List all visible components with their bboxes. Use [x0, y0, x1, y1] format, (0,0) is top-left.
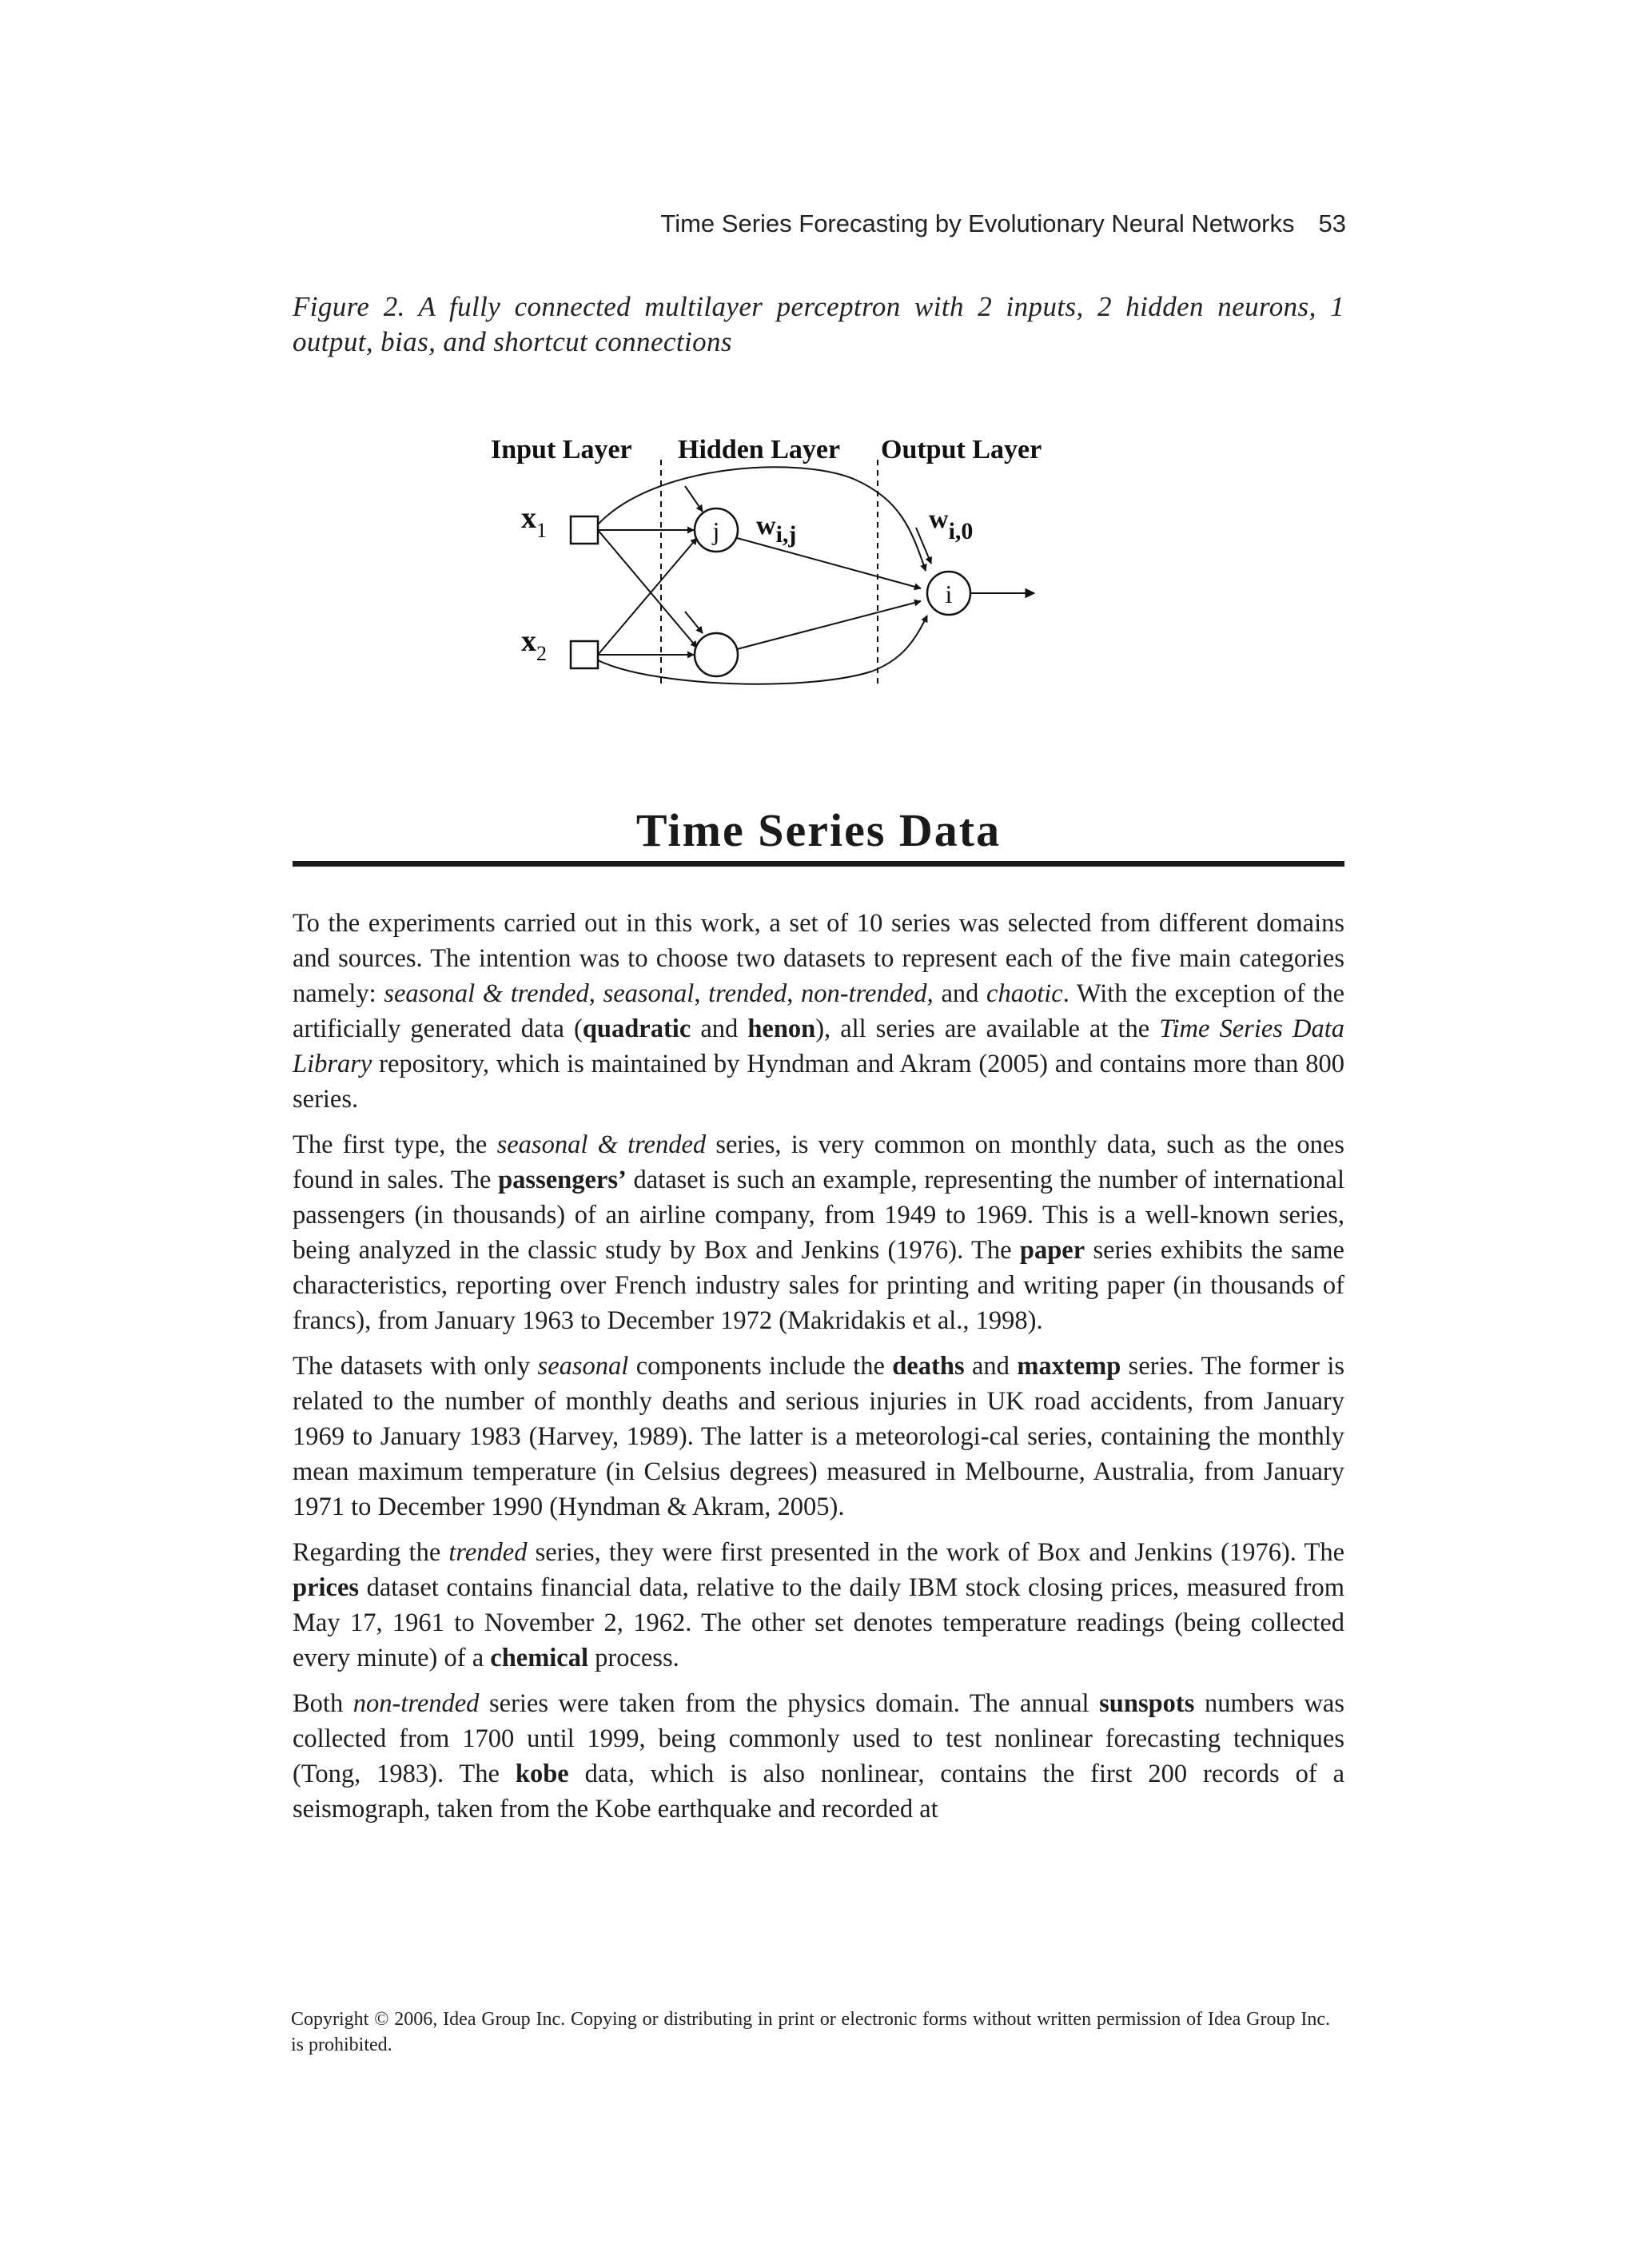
bias-h2	[685, 612, 703, 633]
copyright-footer: Copyright © 2006, Idea Group Inc. Copying or distributing in print or electronic forms without written permission of Idea Group Inc. is prohibited.	[291, 2009, 1330, 2055]
text-run: ,	[694, 979, 709, 1008]
bold-term: paper	[1019, 1236, 1085, 1265]
text-run: ,	[787, 979, 801, 1008]
italic-term: trended	[448, 1538, 528, 1567]
input-node-x1	[571, 516, 598, 544]
text-run: Both	[293, 1689, 353, 1718]
bold-term: maxtemp	[1017, 1352, 1121, 1381]
bold-term: chemical	[490, 1644, 588, 1672]
bold-term: henon	[747, 1014, 816, 1043]
page-number: 53	[1318, 209, 1346, 237]
text-run: To the experiments carried out in this work, a set of 10 series was selected from different domains and sources. The intention was to choose two datasets to represent each of the five main categories namely:	[293, 909, 1344, 1008]
input-layer-label: Input Layer	[491, 435, 632, 464]
weight-wi0-label: wi,0	[929, 504, 974, 544]
text-run: series, is very common on monthly data, such as the ones found in sales. The	[293, 1130, 1344, 1194]
title-rule	[293, 861, 1344, 867]
output-node-i-label: i	[945, 580, 953, 608]
text-run: and	[933, 979, 987, 1008]
text-run: dataset is such an example, representing the number of international passengers (in thousands) of an airline company, from 1949 to 1969. This is a well-known series, being analyzed in the classic study by Box and Jenkins (1976). The	[293, 1166, 1345, 1265]
italic-term: trended	[708, 979, 787, 1008]
bold-term: prices	[293, 1573, 360, 1602]
text-run: and	[691, 1014, 748, 1043]
italic-term: non-trended,	[801, 979, 934, 1008]
italic-term: non-trended	[352, 1689, 480, 1718]
bold-term: kobe	[515, 1760, 569, 1788]
text-run: numbers was collected from 1700 until 1999, being commonly used to test nonlinear forecasting techniques (Tong, 1983). The	[293, 1689, 1344, 1788]
bias-j	[685, 486, 703, 512]
body-paragraph	[293, 1127, 1344, 1338]
section-title: Time Series Data	[635, 804, 1002, 856]
text-run: series were taken from the physics domain. The annual	[479, 1689, 1100, 1718]
mlp-diagram	[472, 424, 1079, 696]
text-run: repository, which is maintained by Hyndman and Akram (2005) and contains more than 800 series.	[293, 1050, 1344, 1114]
text-run: ,	[588, 979, 603, 1008]
italic-term: seasonal & trended	[384, 979, 589, 1008]
bold-term: passengers’	[498, 1166, 627, 1194]
body-paragraph	[293, 1349, 1344, 1525]
text-run: process.	[588, 1644, 679, 1672]
bold-term: deaths	[892, 1352, 965, 1381]
italic-term: chaotic	[986, 979, 1063, 1008]
input-node-x2	[571, 641, 598, 668]
text-run: components include the	[628, 1352, 893, 1381]
italic-term: seasonal & trended	[496, 1130, 707, 1159]
text-run: series. The former is related to the number of monthly deaths and serious injuries in UK road accidents, from January 1969 to January 1983 (Harvey, 1989). The latter is a meteorologi-cal series, containing the monthly mean maximum temperature (in Celsius degrees) measured in Melbourne, Australia, from January 1971 to December 1990 (Hyndman & Akram, 2005).	[293, 1352, 1345, 1521]
running-head-title: Time Series Forecasting by Evolutionary Neural Networks	[660, 209, 1295, 237]
body-paragraph	[293, 906, 1344, 1117]
text-run: . With the exception of the artificially generated data (	[293, 979, 1345, 1043]
body-text	[293, 906, 1344, 1837]
hidden-layer-label: Hidden Layer	[678, 435, 841, 464]
hidden-node-2	[695, 633, 738, 676]
text-run: Regarding the	[293, 1538, 449, 1567]
text-run: and	[964, 1352, 1018, 1381]
running-head	[291, 209, 1346, 238]
text-run: data, which is also nonlinear, contains the first 200 records of a seismograph, taken from the Kobe earthquake and recorded at	[293, 1760, 1344, 1824]
bold-term: sunspots	[1099, 1689, 1195, 1718]
edge-j-i	[737, 538, 921, 588]
italic-term: seasonal	[537, 1352, 629, 1381]
bold-term: quadratic	[582, 1014, 691, 1043]
text-run: dataset contains financial data, relative to the daily IBM stock closing prices, measured from May 17, 1961 to November 2, 1962. The other set denotes temperature readings (being collected every minute) of a	[293, 1573, 1344, 1672]
edge-x1-h2	[598, 530, 697, 648]
text-run: series exhibits the same characteristics, reporting over French industry sales for printing and writing paper (in thousands of francs), from January 1963 to December 1972 (Makridakis et al., 1998).	[293, 1236, 1344, 1335]
body-paragraph	[293, 1686, 1344, 1827]
weight-wij-label: wi,j	[756, 511, 797, 548]
text-run: series, they were first presented in the work of Box and Jenkins (1976). The	[527, 1538, 1344, 1567]
text-run: The first type, the	[293, 1130, 497, 1159]
edge-h2-i	[737, 601, 921, 649]
input-x2-label: $x_2$	[521, 624, 547, 665]
text-run: ), all series are available at the	[815, 1014, 1160, 1043]
body-paragraph	[293, 1535, 1344, 1676]
italic-term: seasonal	[603, 979, 695, 1008]
figure-caption: Figure 2. A fully connected multilayer perceptron with 2 inputs, 2 hidden neurons, 1 output, bias, and shortcut connections	[293, 291, 1344, 357]
output-layer-label: Output Layer	[881, 435, 1042, 464]
input-x1-label: $x_1$	[521, 501, 547, 542]
edge-x2-j	[598, 538, 697, 655]
italic-term: Time Series Data Library	[293, 1014, 1344, 1078]
hidden-node-j-label: j	[712, 516, 720, 545]
text-run: The datasets with only	[293, 1352, 538, 1381]
